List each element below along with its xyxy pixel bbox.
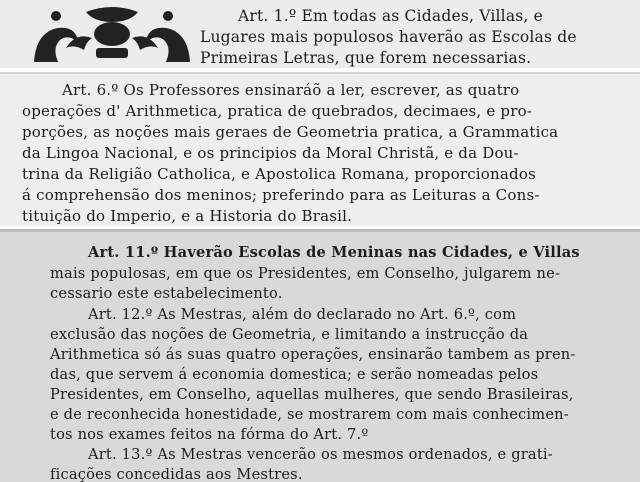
text-line: trina da Religião Catholica, e Apostolica Romana, proporcionados (22, 165, 536, 183)
clipping-article-11 (0, 229, 640, 482)
clipping-article-6 (0, 72, 640, 229)
text-line: da Lingoa Nacional, e os principios da Moral Christã, e da Dou- (22, 144, 519, 162)
text-line: cessario este estabelecimento. (50, 285, 283, 302)
clipping-article-1 (0, 0, 640, 72)
text-line: das, que servem á economia domestica; e serão nomeadas pelos (50, 366, 539, 383)
text-line: ficações concedidas aos Mestres. (50, 466, 303, 482)
text-line: Presidentes, em Conselho, aquellas mulheres, que sendo Brasileiras, (50, 386, 574, 403)
text-line: Art. 13.º As Mestras vencerão os mesmos ordenados, e grati- (88, 446, 553, 463)
text-line: Art. 12.º As Mestras, além do declarado no Art. 6.º, com (88, 306, 517, 323)
text-line: Lugares mais populosos haverão as Escolas de (200, 28, 577, 46)
text-line: operações d' Arithmetica, pratica de quebrados, decimaes, e pro- (22, 102, 533, 120)
text-line: e de reconhecida honestidade, se mostrarem com mais conhecimen- (50, 406, 569, 423)
text-line: á comprehensão dos meninos; preferindo para as Leituras a Cons- (22, 186, 540, 204)
text-line: mais populosas, em que os Presidentes, em Conselho, julgarem ne- (50, 265, 561, 282)
text-line: Art. 11.º Haverão Escolas de Meninas nas Cidades, e Villas (88, 244, 580, 261)
text-line: tituição do Imperio, e a Historia do Brasil. (22, 207, 353, 225)
text-line: Primeiras Letras, que forem necessarias. (200, 49, 532, 67)
text-line: porções, as noções mais geraes de Geometria pratica, a Grammatica (22, 123, 559, 141)
decorative-ornament-icon (26, 4, 198, 64)
text-line: exclusão das noções de Geometria, e limitando a instrucção da (50, 326, 529, 343)
text-line: Arithmetica só ás suas quatro operações, ensinarão tambem as pren- (50, 346, 576, 363)
text-line: Art. 6.º Os Professores ensinaráõ a ler, escrever, as quatro (62, 81, 520, 99)
text-line: Art. 1.º Em todas as Cidades, Villas, e (238, 7, 544, 25)
text-line: tos nos exames feitos na fórma do Art. 7.º (50, 426, 369, 443)
